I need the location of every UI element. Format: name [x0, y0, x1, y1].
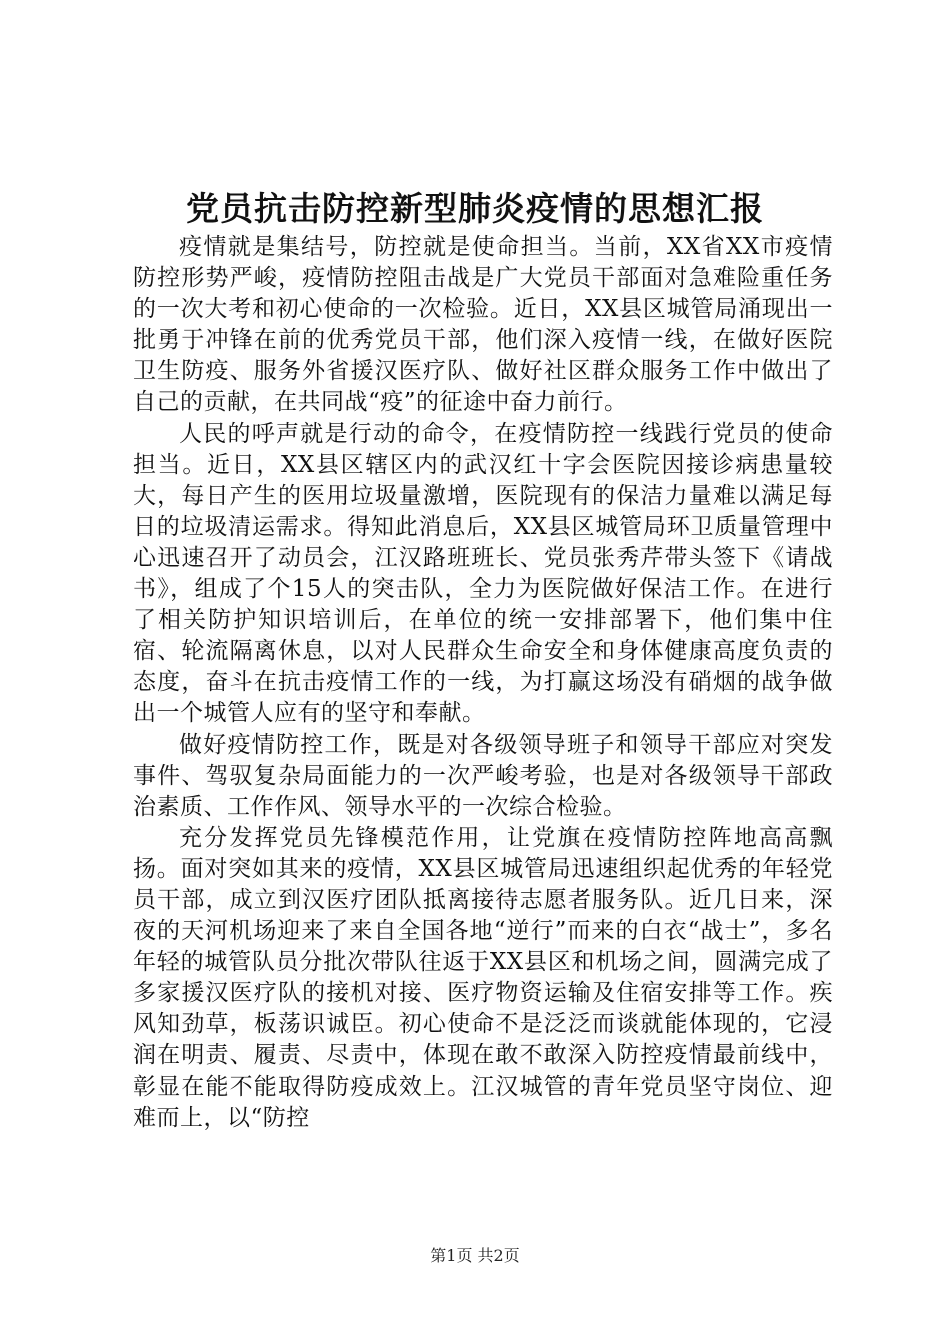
page-footer [0, 1245, 950, 1267]
page-number-label: 第1页 共2页 [430, 1246, 520, 1265]
document-body [133, 232, 833, 1134]
paragraph: 疫情就是集结号，防控就是使命担当。当前，XX省XX市疫情防控形势严峻，疫情防控阻击战是广大党员干部面对急难险重任务的一次大考和初心使命的一次检验。近日，XX县区城管局涌现出一批勇于冲锋在前的优秀党员干部，他们深入疫情一线，在做好医院卫生防疫、服务外省援汉医疗队、做好社区群众服务工作中做出了自己的贡献，在共同战“疫”的征途中奋力前行。 [133, 234, 833, 416]
paragraph: 人民的呼声就是行动的命令，在疫情防控一线践行党员的使命担当。近日，XX县区辖区内的武汉红十字会医院因接诊病患量较大，每日产生的医用垃圾量激增，医院现有的保洁力量难以满足每日的垃圾清运需求。得知此消息后，XX县区城管局环卫质量管理中心迅速召开了动员会，江汉路班班长、党员张秀芹带头签下《请战书》，组成了个15人的突击队，全力为医院做好保洁工作。在进行了相关防护知识培训后，在单位的统一安排部署下，他们集中住宿、轮流隔离休息，以对人民群众生命安全和身体健康高度负责的态度，奋斗在抗击疫情工作的一线，为打赢这场没有硝烟的战争做出一个城管人应有的坚守和奉献。 [133, 420, 833, 727]
document-title: 党员抗击防控新型肺炎疫情的思想汇报 [186, 189, 764, 228]
paragraph: 做好疫情防控工作，既是对各级领导班子和领导干部应对突发事件、驾驭复杂局面能力的一次严峻考验，也是对各级领导干部政治素质、工作作风、领导水平的一次综合检验。 [133, 731, 833, 820]
paragraph: 充分发挥党员先锋模范作用，让党旗在疫情防控阵地高高飘扬。面对突如其来的疫情，XX县区城管局迅速组织起优秀的年轻党员干部，成立到汉医疗团队抵离接待志愿者服务队。近几日来，深夜的天河机场迎来了来自全国各地“逆行”而来的白衣“战士”，多名年轻的城管队员分批次带队往返于XX县区和机场之间，圆满完成了多家援汉医疗队的接机对接、医疗物资运输及住宿安排等工作。疾风知劲草，板荡识诚臣。初心使命不是泛泛而谈就能体现的，它浸润在明责、履责、尽责中，体现在敢不敢深入防控疫情最前线中，彰显在能不能取得防疫成效上。江汉城管的青年党员坚守岗位、迎难而上，以“防控 [133, 824, 833, 1131]
